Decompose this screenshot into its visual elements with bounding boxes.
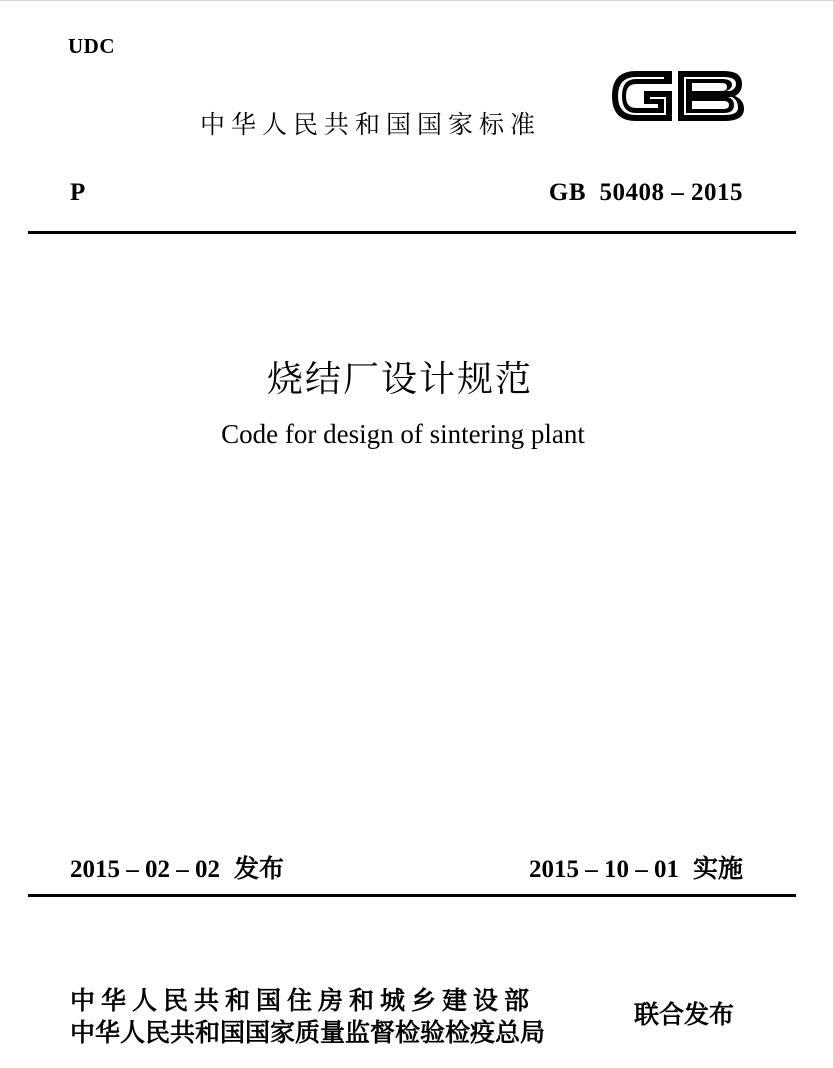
issue-label: 发布 — [234, 854, 285, 883]
standard-type-heading: 中华人民共和国国家标准 — [200, 110, 542, 139]
standard-number: GB 50408 – 2015 — [548, 179, 743, 206]
issue-date: 2015 – 02 – 02 — [70, 856, 220, 883]
issuer-ministry-housing: 中华人民共和国住房和城乡建设部 — [70, 986, 536, 1015]
footer-divider — [28, 894, 796, 897]
header-divider — [28, 231, 796, 234]
implement-date: 2015 – 10 – 01 — [528, 856, 679, 883]
title-english: Code for design of sintering plant — [221, 419, 585, 449]
gb-logo-icon — [606, 61, 748, 131]
issuer-quality-administration: 中华人民共和国国家质量监督检验检疫总局 — [70, 1018, 546, 1047]
implement-label: 实施 — [692, 854, 743, 883]
joint-release-label: 联合发布 — [634, 1000, 735, 1029]
classification-code: P — [70, 179, 86, 206]
udc-label: UDC — [68, 34, 115, 58]
implement-date-block — [529, 849, 743, 885]
issue-date-block — [70, 849, 284, 885]
title-chinese: 烧结厂设计规范 — [266, 359, 533, 399]
